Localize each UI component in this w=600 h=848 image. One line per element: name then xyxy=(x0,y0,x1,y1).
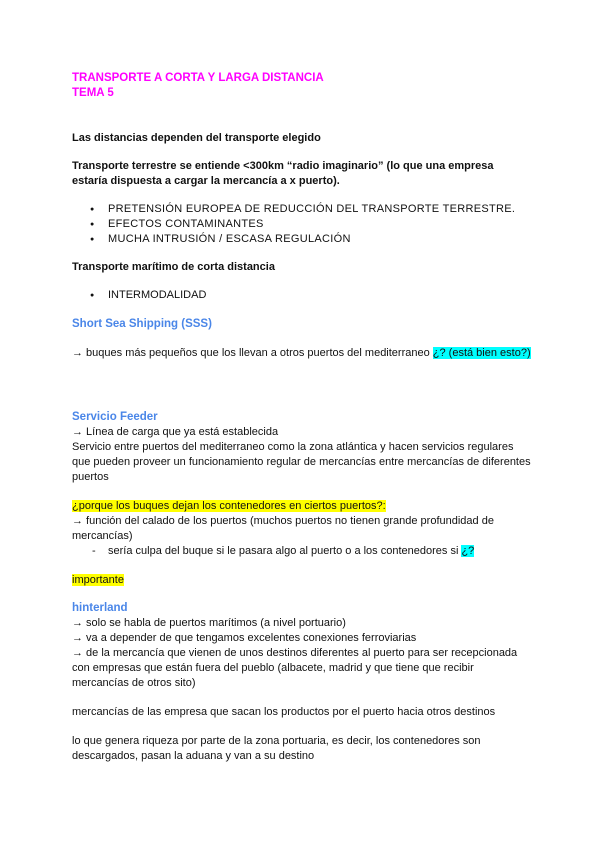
question-answer: → función del calado de los puertos (muchos puertos no tienen grande profundidad de mercancías) xyxy=(72,515,494,542)
sss-paragraph xyxy=(72,346,532,361)
dash-highlight: ¿? xyxy=(461,545,475,557)
question-highlight: ¿porque los buques dejan los contenedores en ciertos puertos?: xyxy=(72,500,386,512)
list-item: ● EFECTOS CONTAMINANTES xyxy=(108,217,532,232)
terrestre-bullet-list xyxy=(72,202,532,247)
feeder-line-2: Servicio entre puertos del mediterraneo como la zona atlántica y hacen servicios regulares que pueden proveer un funcionamiento regular de mercancías entre mercancías de diferentes puertos xyxy=(72,441,531,483)
sss-text: → buques más pequeños que los llevan a otros puertos del mediterraneo xyxy=(72,347,433,359)
hinterland-line-1: → solo se habla de puertos marítimos (a nivel portuario) xyxy=(72,617,346,629)
question-paragraph xyxy=(72,499,532,514)
sss-heading: Short Sea Shipping (SSS) xyxy=(72,318,212,330)
sss-highlight: ¿? (está bien esto?) xyxy=(432,347,531,359)
hinterland-heading: hinterland xyxy=(72,602,128,614)
maritimo-heading: Transporte marítimo de corta distancia xyxy=(72,261,275,273)
hinterland-paragraph-1: mercancías de las empresa que sacan los productos por el puerto hacia otros destinos xyxy=(72,706,496,718)
feeder-heading: Servicio Feeder xyxy=(72,411,158,423)
question-dash-list xyxy=(72,544,532,559)
document-page xyxy=(72,71,532,764)
terrestre-heading: Transporte terrestre se entiende <300km “radio imaginario” (lo que una empresa estaría dispuesta a cargar la mercancía a x puerto). xyxy=(72,160,494,187)
document-title: TRANSPORTE A CORTA Y LARGA DISTANCIA xyxy=(72,72,324,84)
document-subtitle: TEMA 5 xyxy=(72,87,114,99)
list-item: ● PRETENSIÓN EUROPEA DE REDUCCIÓN DEL TRANSPORTE TERRESTRE. xyxy=(108,202,532,217)
hinterland-paragraph-2: lo que genera riqueza por parte de la zona portuaria, es decir, los contenedores son descargados, pasan la aduana y van a su destino xyxy=(72,735,481,762)
list-item xyxy=(108,544,532,559)
dash-text: sería culpa del buque si le pasara algo al puerto o a los contenedores si xyxy=(108,545,462,557)
feeder-line-1: → Línea de carga que ya está establecida xyxy=(72,426,279,438)
hinterland-line-3: → de la mercancía que vienen de unos destinos diferentes al puerto para ser recepcionada con empresas que están fuera del pueblo (albacete, madrid y que tiene que recibir mercancías de otros sito) xyxy=(72,647,518,689)
list-item: ● MUCHA INTRUSIÓN / ESCASA REGULACIÓN xyxy=(108,232,532,247)
list-item: ● INTERMODALIDAD xyxy=(108,288,532,303)
hinterland-line-2: → va a depender de que tengamos excelentes conexiones ferroviarias xyxy=(72,632,417,644)
importante-paragraph xyxy=(72,573,532,588)
distances-heading: Las distancias dependen del transporte elegido xyxy=(72,132,321,144)
maritimo-bullet-list xyxy=(72,288,532,303)
importante-highlight: importante xyxy=(72,574,124,586)
